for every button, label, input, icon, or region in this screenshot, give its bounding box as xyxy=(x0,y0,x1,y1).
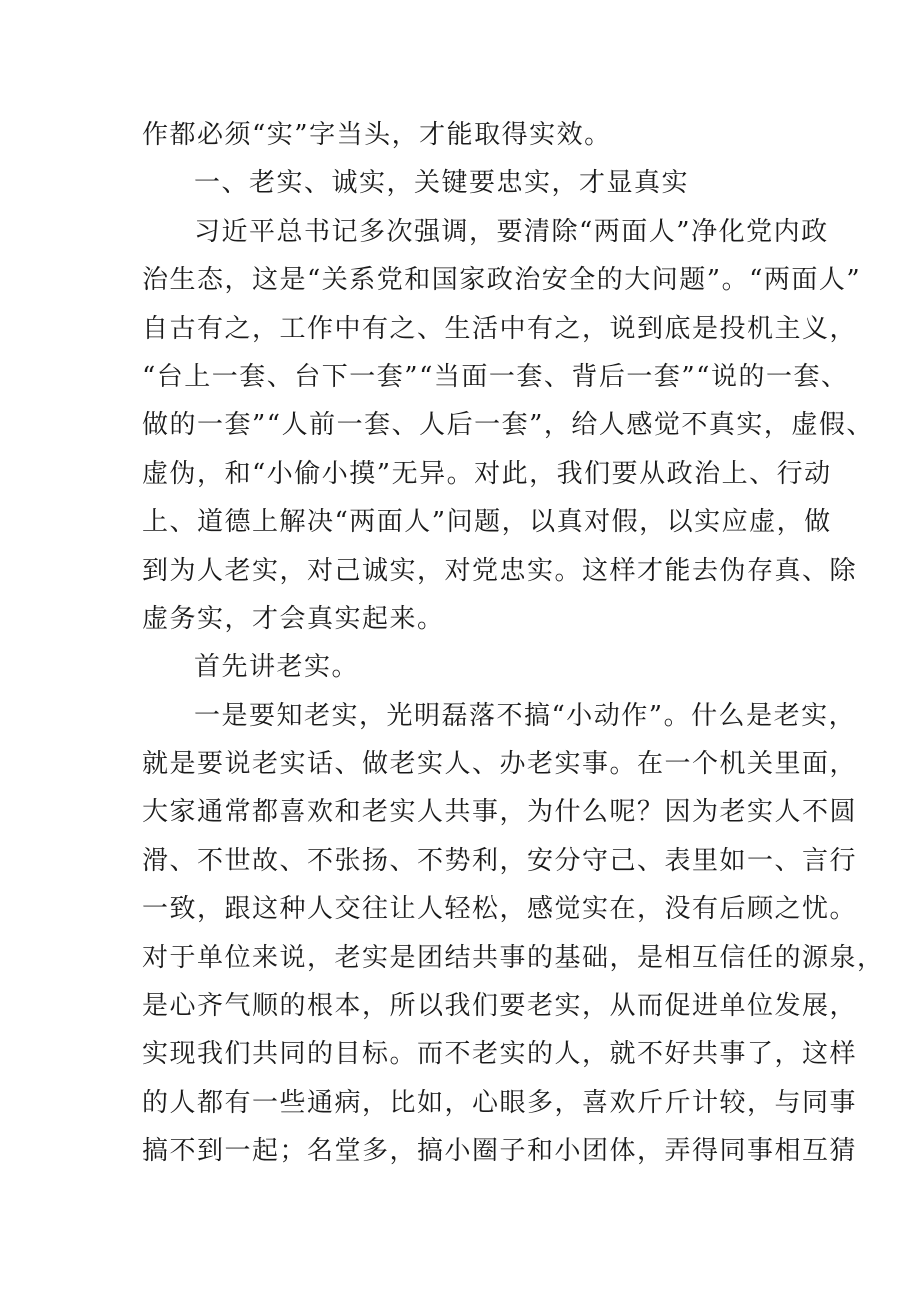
text-line: 滑、不世故、不张扬、不势利，安分守己、表里如一、言行 xyxy=(142,845,858,876)
text-line: 就是要说老实话、做老实人、办老实事。在一个机关里面， xyxy=(142,749,858,780)
text-line: 作都必须“实”字当头，才能取得实效。 xyxy=(142,120,612,150)
text-line: 的人都有一些通病，比如，心眼多，喜欢斤斤计较，与同事 xyxy=(142,1087,858,1118)
text-line: 对于单位来说，老实是团结共事的基础，是相互信任的源泉， xyxy=(142,942,885,973)
text-line: 一是要知老实，光明磊落不搞“小动作”。什么是老实， xyxy=(194,700,857,731)
text-line: 做的一套”“人前一套、人后一套”，给人感觉不真实，虚假、 xyxy=(142,410,874,441)
text-line: 治生态，这是“关系党和国家政治安全的大问题”。“两面人” xyxy=(142,265,862,296)
text-line: 到为人老实，对己诚实，对党忠实。这样才能去伪存真、除 xyxy=(142,555,858,586)
body-text xyxy=(142,111,885,1176)
text-line: 上、道德上解决“两面人”问题，以真对假，以实应虚，做 xyxy=(142,507,832,538)
text-line: 大家通常都喜欢和老实人共事，为什么呢？因为老实人不圆 xyxy=(142,797,858,828)
text-line: 习近平总书记多次强调，要清除“两面人”净化党内政 xyxy=(194,216,829,247)
text-line: 搞不到一起；名堂多，搞小圈子和小团体，弄得同事相互猜 xyxy=(142,1136,858,1167)
text-line: 是心齐气顺的根本，所以我们要老实，从而促进单位发展， xyxy=(142,991,858,1022)
text-line: 虚务实，才会真实起来。 xyxy=(142,603,445,634)
subsection-heading: 首先讲老实。 xyxy=(194,652,360,683)
text-line: 虚伪，和“小偷小摸”无异。对此，我们要从政治上、行动 xyxy=(142,458,832,489)
text-line: 一致，跟这种人交往让人轻松，感觉实在，没有后顾之忧。 xyxy=(142,894,858,925)
text-line: 自古有之，工作中有之、生活中有之，说到底是投机主义， xyxy=(142,313,858,344)
text-line: “台上一套、台下一套”“当面一套、背后一套”“说的一套、 xyxy=(142,361,849,392)
section-heading: 一、老实、诚实，关键要忠实，才显真实 xyxy=(194,168,690,199)
text-line: 实现我们共同的目标。而不老实的人，就不好共事了，这样 xyxy=(142,1039,858,1070)
